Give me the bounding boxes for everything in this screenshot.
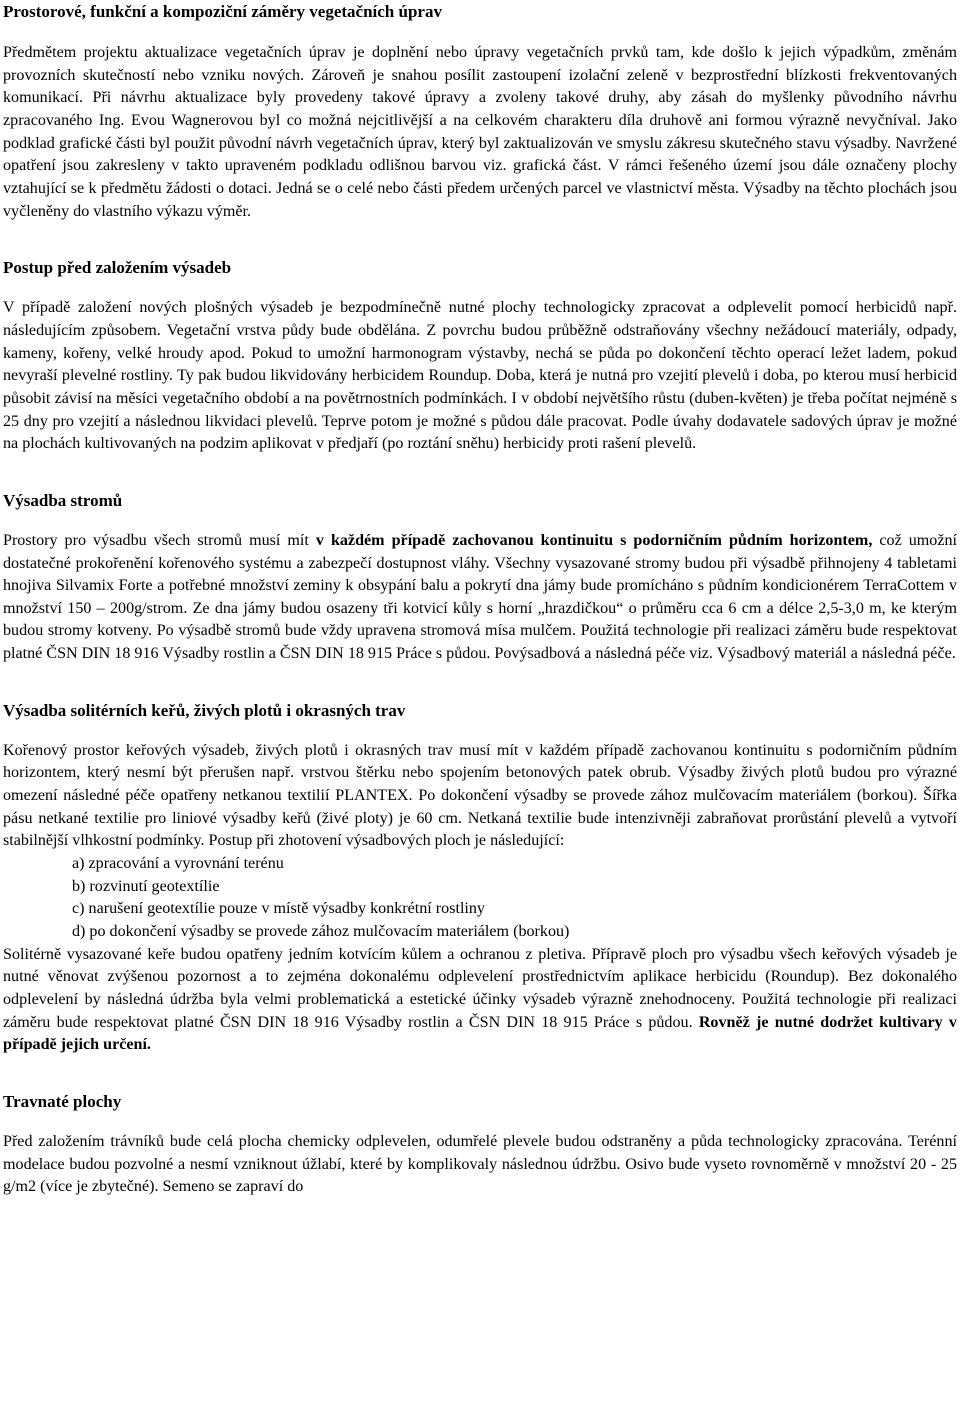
section-paragraph: V případě založení nových plošných výsadeb je bezpodmínečně nutné plochy technologicky zpracovat a odplevelit pomocí herbicidů např. následujícím způsobem. Vegetační vrstva půdy bude obdělána. Z povrchu budou průběžně odstraňovány všechny nežádoucí materiály, odpady, kameny, kořeny, velké hroudy apod. Pokud to umožní harmonogram výstavby, nechá se půda po dokončení těchto operací ležet ladem, pokud nevyraší plevelné rostliny. Ty pak budou likvidovány herbicidem Roundup. Doba, která je nutná pro vzejití plevelů i doba, po kterou musí herbicid působit závisí na měsíci vegetačního období a na povětrnostních podmínkách. I v období největšího růstu (duben-květen) je třeba počítat nejméně s 25 dny pro vzejití a následnou likvidaci plevelů. Teprve potom je možné s půdou dále pracovat. Podle úvahy dodavatele sadových úprav je možné na plochách kultivovaných na podzim aplikovat v předjaří (po roztání sněhu) herbicidy proti rašení plevelů.: [3, 299, 957, 453]
list-item: a) zpracování a vyrovnání terénu: [72, 855, 284, 873]
paragraph-bold-text: Rovněž je nutné dodržet kultivary v případě jejich určení.: [3, 1013, 957, 1054]
list-item: c) narušení geotextílie pouze v místě výsadby konkrétní rostliny: [72, 900, 485, 918]
section-heading: Postup před založením výsadeb: [3, 258, 232, 278]
section-heading: Výsadba stromů: [3, 490, 123, 510]
section-paragraph: [3, 944, 957, 1057]
paragraph-text: což umožní dostatečné prokořenění kořenového systému a zabezpečí dostupnost vláhy. Všechny vysazované stromy budou při výsadbě přihnojeny 4 tabletami hnojiva Silvamix Forte a potřebné množství zeminy k obsypání balu a pokrytí dna jámy bude promícháno s půdním kondicionérem TerraCottem v množství 150 – 200g/strom. Ze dna jámy budou osazeny tři kotvicí kůly s horní „hrazdičkou“ o průměru cca 6 cm a délce 2,5-3,0 m, ke kterým budou stromy kotveny. Po výsadbě stromů bude vždy upravena stromová mísa mulčem. Použitá technologie při realizaci záměru bude respektovat platné ČSN DIN 18 916 Výsadby rostlin a ČSN DIN 18 915 Práce s půdou. Povýsadbová a následná péče viz. Výsadbový materiál a následná péče.: [3, 531, 958, 663]
procedure-list: [3, 853, 957, 944]
paragraph-text: Solitérně vysazované keře budou opatřeny jedním kotvícím kůlem a ochranou z pletiva. Přípravě ploch pro výsadbu všech keřových výsadeb je nutné věnovat zvýšenou pozornost a to zejména dokonalému odplevelení prostřednictvím aplikace herbicidu (Roundup). Bez dokonalého odplevelení by následná údržba byla velmi problematická a estetické účinky výsadeb výrazně znehodnoceny. Použitá technologie při realizaci záměru bude respektovat platné ČSN DIN 18 916 Výsadby rostlin a ČSN DIN 18 915 Práce s půdou.: [3, 945, 957, 1031]
section-paragraph: Kořenový prostor keřových výsadeb, živých plotů i okrasných trav musí mít v každém případě zachovanou kontinuitu s podorničním půdním horizontem, který nesmí být přerušen např. vrstvou štěrku nebo spojením betonových patek obrub. Výsadby živých plotů budou pro výrazné omezení následné péče opatřeny netkanou textilií PLANTEX. Po dokončení výsadby se provede zához mulčovacím materiálem (borkou). Šířka pásu netkané textilie pro liniové výsadby keřů (živé ploty) je 60 cm. Netkaná textilie bude intenzivněji zabraňovat prorůstání plevelů a vytvoří stabilnější vlhkostní podmínky. Postup při zhotovení výsadbových ploch je následující:: [3, 741, 957, 850]
section-paragraph: [3, 530, 957, 666]
paragraph-text: Prostory pro výsadbu všech stromů musí mít: [3, 531, 316, 549]
paragraph-bold-text: v každém případě zachovanou kontinuitu s podorničním půdním horizontem,: [315, 531, 873, 549]
section-heading: Prostorové, funkční a kompoziční záměry vegetačních úprav: [3, 2, 442, 21]
list-item: d) po dokončení výsadby se provede zához mulčovacím materiálem (borkou): [72, 923, 570, 941]
section-paragraph: Předmětem projektu aktualizace vegetačních úprav je doplnění nebo úpravy vegetačních prvků tam, kde došlo k jejich výpadkům, změnám provozních skutečností nebo vzniku nových. Zároveň je snahou posílit zastoupení izolační zeleně v bezprostřední blízkosti frekventovaných komunikací. Při návrhu aktualizace byly provedeny takové úpravy a zvoleny takové druhy, aby zásah do myšlenky původního návrhu zpracovaného Ing. Evou Wagnerovou byl co možná nejcitlivější a na celkovém charakteru díla druhově ani formou výrazně nevyčníval. Jako podklad grafické části byl použit původní návrh vegetačních úprav, který byl zaktualizován ve smyslu zákresu skutečného stavu výsadby. Navržené opatření jsou zakresleny v takto upraveném podkladu odlišnou barvou viz. grafická část. V rámci řešeného území jsou dále označeny plochy vztahující se k předmětu žádosti o dotaci. Jedná se o celé nebo části předem určených parcel ve vlastnictví města. Výsadby na těchto plochách jsou vyčleněny do vlastního výkazu výměr.: [3, 44, 957, 220]
section-heading: Travnaté plochy: [3, 1091, 122, 1111]
section-heading: Výsadba solitérních keřů, živých plotů i okrasných trav: [3, 700, 406, 720]
list-item: b) rozvinutí geotextílie: [72, 877, 220, 895]
section-paragraph: Před založením trávníků bude celá plocha chemicky odplevelen, odumřelé plevele budou odstraněny a půda technologicky zpracována. Terénní modelace budou pozvolné a nesmí vzniknout úžlabí, které by komplikovaly následnou údržbu. Osivo bude vyseto rovnoměrně v množství 20 - 25 g/m2 (více je zbytečné). Semeno se zapraví do: [3, 1132, 957, 1196]
